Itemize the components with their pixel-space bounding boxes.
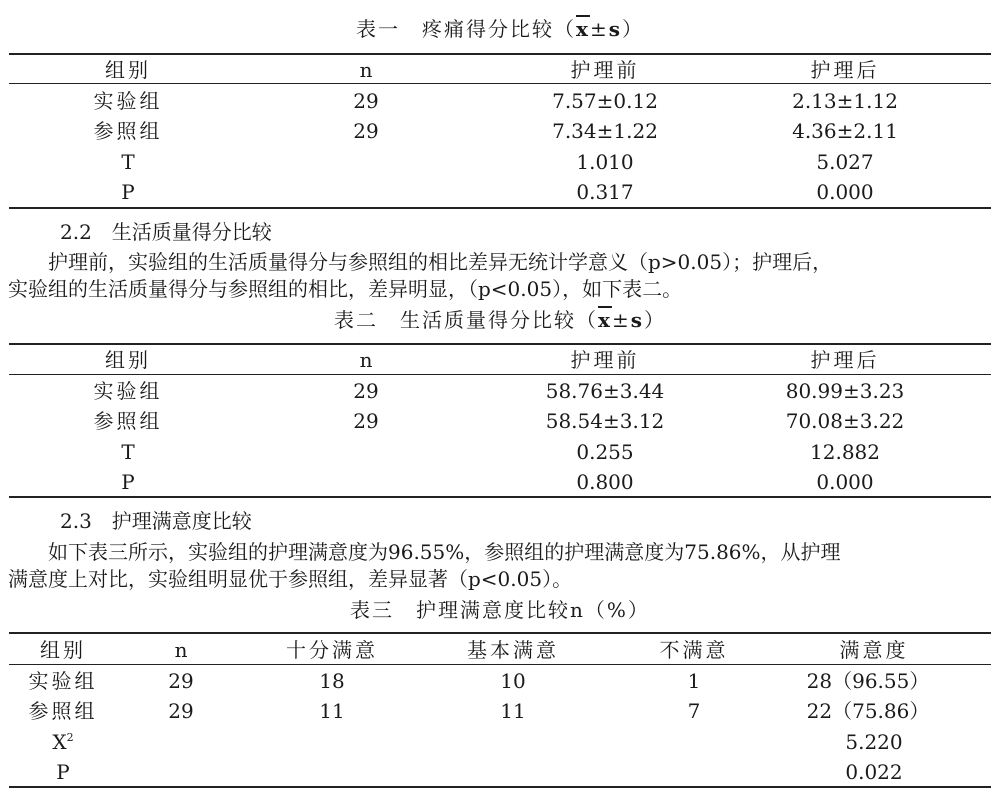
table1-caption: 表一 疼痛得分比较$(\overline{x}\pm s)$ xyxy=(356,17,644,41)
table1-top-rule xyxy=(9,53,991,55)
table2-top-rule xyxy=(9,343,991,345)
section-2-2-paragraph xyxy=(8,249,973,303)
table2-caption: 表二 生活质量得分比较$(\overline{x}\pm s)$ xyxy=(334,308,666,332)
section-2-3-paragraph xyxy=(8,539,973,593)
table3-caption: 表三 护理满意度比较n（%） xyxy=(350,598,650,622)
table2-bottom-rule xyxy=(9,496,991,498)
table1-header-rule xyxy=(9,83,991,84)
section-2-3-heading: 2.3 护理满意度比较 xyxy=(60,509,252,533)
section-2-2-heading: 2.2 生活质量得分比较 xyxy=(60,220,272,244)
table3-header-rule xyxy=(9,664,991,665)
paragraph-line: 实验组的生活质量得分与参照组的相比，差异明显，（p<0.05），如下表二。 xyxy=(8,277,683,301)
table3-top-rule xyxy=(9,632,991,634)
table2-header-rule xyxy=(9,374,991,375)
chi-square-symbol: X xyxy=(52,730,67,754)
paragraph-line: 护理前，实验组的生活质量得分与参照组的相比差异无统计学意义（p>0.05）；护理后， xyxy=(8,250,833,274)
paragraph-line: 满意度上对比，实验组明显优于参照组，差异显著（p<0.05）。 xyxy=(8,567,573,591)
table1-bottom-rule xyxy=(9,207,991,209)
paragraph-line: 如下表三所示，实验组的护理满意度为96.55%，参照组的护理满意度为75.86%，从护理 xyxy=(8,540,841,564)
